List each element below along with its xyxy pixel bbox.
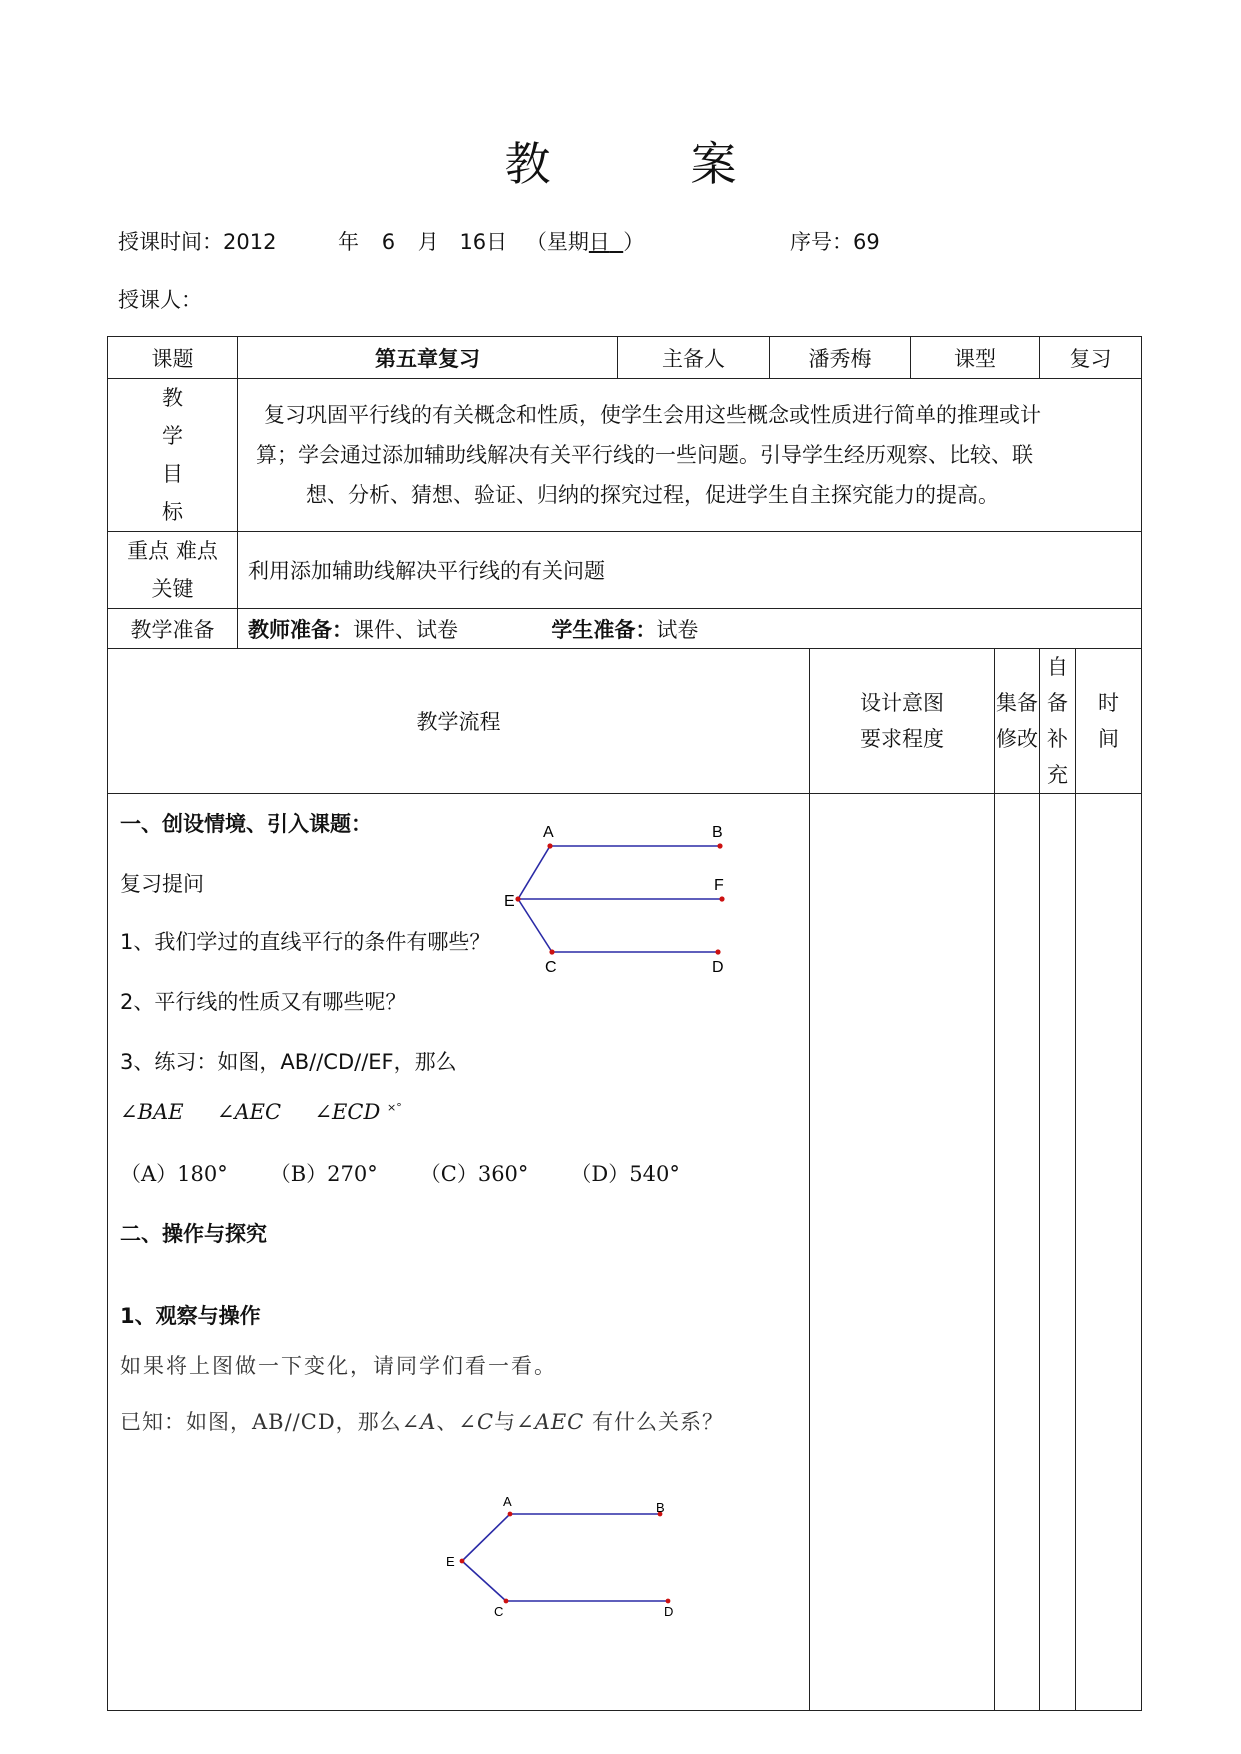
label-d: D xyxy=(664,1604,674,1619)
key-points-row xyxy=(108,532,1142,609)
goals-text: 复习巩固平行线的有关概念和性质，使学生会用这些概念或性质进行简单的推理或计 算；学会通过添加辅助线解决有关平行线的一些问题。引导学生经历观察、比较、联 想、分析、猜想、验证、归纳的探究过程，促进学生自主探究能力的提高。 xyxy=(238,379,1142,532)
preparer-value: 潘秀梅 xyxy=(770,337,911,379)
known-question: 已知：如图，AB//CD，那么∠A、∠C与∠AEC 有什么关系？ xyxy=(120,1410,724,1434)
point-e xyxy=(515,896,520,901)
segment-ea xyxy=(518,846,550,899)
serial-number: 序号：69 xyxy=(790,230,880,254)
date-fields: 年 6 月 16日 （星期日 ） xyxy=(338,230,645,254)
point-d xyxy=(666,1599,671,1604)
label-a: A xyxy=(503,1494,512,1509)
label-a: A xyxy=(543,824,554,841)
question-3: 3、练习：如图，AB//CD//EF，那么 xyxy=(120,1050,457,1074)
parallel-lines-figure-2 xyxy=(428,1474,808,1624)
goals-row xyxy=(108,379,1142,532)
point-a xyxy=(508,1512,513,1517)
topic-label: 课题 xyxy=(108,337,238,379)
topic-row xyxy=(108,337,1142,379)
preparer-label: 主备人 xyxy=(618,337,770,379)
subsection-1-heading: 1、观察与操作 xyxy=(120,1304,261,1328)
time-header: 时 间 xyxy=(1076,649,1142,794)
lesson-time xyxy=(118,226,276,256)
angle-expression: ∠BAE ∠AEC ∠ECD ×° xyxy=(120,1100,402,1124)
key-points-text: 利用添加辅助线解决平行线的有关问题 xyxy=(238,532,1142,609)
question-1: 1、我们学过的直线平行的条件有哪些？ xyxy=(120,930,491,954)
collective-header: 集备 修改 xyxy=(995,649,1040,794)
label-b: B xyxy=(712,824,723,841)
teacher-label: 授课人： xyxy=(118,288,202,312)
topic-value: 第五章复习 xyxy=(238,337,618,379)
point-b xyxy=(717,843,722,848)
time-label: 授课时间：2012 xyxy=(118,230,277,254)
point-d xyxy=(715,949,720,954)
lesson-plan-table xyxy=(107,336,1142,1711)
type-label: 课型 xyxy=(911,337,1040,379)
label-e: E xyxy=(446,1554,455,1569)
review-label: 复习提问 xyxy=(120,872,204,896)
label-f: F xyxy=(714,877,724,894)
segment-ec xyxy=(462,1561,506,1601)
collective-column xyxy=(995,794,1040,1711)
preparation-row xyxy=(108,609,1142,649)
change-prompt: 如果将上图做一下变化，请同学们看一看。 xyxy=(120,1354,557,1378)
point-e xyxy=(460,1559,465,1564)
weekday-value: 日 xyxy=(588,230,610,254)
segment-ea xyxy=(462,1514,510,1561)
type-value: 复习 xyxy=(1040,337,1142,379)
self-header: 自备 补充 xyxy=(1040,649,1076,794)
section-2-heading: 二、操作与探究 xyxy=(120,1222,267,1246)
self-column xyxy=(1040,794,1076,1711)
goals-label: 教 学 目 标 xyxy=(108,379,238,532)
preparation-text: 教师准备：课件、试卷 学生准备：试卷 xyxy=(238,609,1142,649)
page-title: 教 案 xyxy=(504,137,737,191)
section-1-heading: 一、创设情境、引入课题： xyxy=(120,812,372,836)
label-e: E xyxy=(504,893,515,910)
segment-ec xyxy=(518,899,552,952)
label-c: C xyxy=(494,1604,504,1619)
preparation-label: 教学准备 xyxy=(108,609,238,649)
label-c: C xyxy=(545,959,557,974)
flow-body-row xyxy=(108,794,1142,1711)
point-f xyxy=(719,896,724,901)
parallel-lines-figure-1 xyxy=(498,804,798,974)
key-points-label: 重点 难点 关键 xyxy=(108,532,238,609)
time-column xyxy=(1076,794,1142,1711)
question-2: 2、平行线的性质又有哪些呢？ xyxy=(120,990,407,1014)
design-header: 设计意图 要求程度 xyxy=(810,649,995,794)
point-c xyxy=(504,1599,509,1604)
label-b: B xyxy=(656,1500,665,1515)
answer-options: （A）180° （B）270° （C）360° （D）540° xyxy=(120,1162,680,1186)
process-content xyxy=(108,794,810,1711)
point-c xyxy=(549,949,554,954)
flow-header-row xyxy=(108,649,1142,794)
design-column xyxy=(810,794,995,1711)
process-header: 教学流程 xyxy=(108,649,810,794)
label-d: D xyxy=(712,959,724,974)
point-a xyxy=(547,843,552,848)
